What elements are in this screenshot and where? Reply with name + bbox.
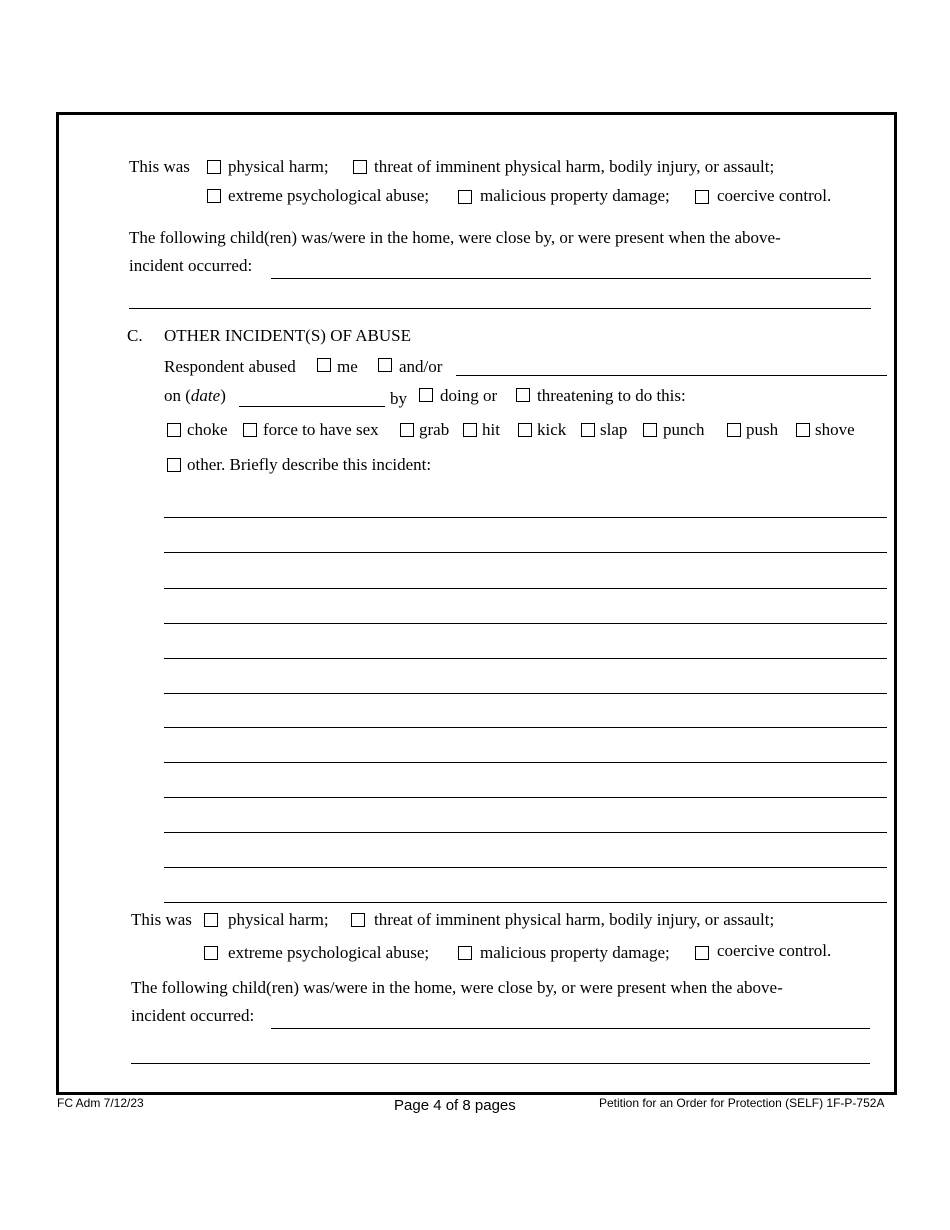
act-label-choke: choke [187,420,228,439]
doing-label: doing or [440,386,498,405]
physical-harm-checkbox[interactable] [207,160,221,174]
children-input-line[interactable] [271,278,871,279]
property-damage-checkbox-2[interactable] [458,946,472,960]
physical-harm-label: physical harm; [228,157,329,176]
children-input-line-3[interactable] [271,1028,870,1029]
me-label: me [337,357,358,376]
property-damage-checkbox[interactable] [458,190,472,204]
description-line[interactable] [164,658,887,659]
physical-harm-label-2: physical harm; [228,910,329,929]
threat-label: threat of imminent physical harm, bodily injury, or assault; [374,157,775,176]
children-text-line1-2: The following child(ren) was/were in the home, were close by, or were present when the above- [131,978,783,997]
this-was-label-2: This was [131,910,192,929]
other-label: other. Briefly describe this incident: [187,455,432,474]
and-or-checkbox[interactable] [378,358,392,372]
description-line[interactable] [164,623,887,624]
description-line[interactable] [164,797,887,798]
description-line[interactable] [164,902,887,903]
date-label: on (date) [164,386,226,405]
footer-page-number: Page 4 of 8 pages [394,1097,516,1114]
physical-harm-checkbox-2[interactable] [204,913,218,927]
coercive-control-label: coercive control. [717,186,832,205]
section-letter: C. [127,326,143,345]
description-line[interactable] [164,588,887,589]
threat-checkbox-2[interactable] [351,913,365,927]
other-checkbox[interactable] [167,458,181,472]
children-input-line-2[interactable] [129,308,871,309]
description-line[interactable] [164,517,887,518]
push-checkbox[interactable] [727,423,741,437]
footer-form-title: Petition for an Order for Protection (SELF) 1F-P-752A [599,1096,885,1110]
coercive-control-label-2: coercive control. [717,941,832,960]
act-label-push: push [746,420,779,439]
me-checkbox[interactable] [317,358,331,372]
psych-abuse-label-2: extreme psychological abuse; [228,943,430,962]
act-label-hit: hit [482,420,500,439]
children-text-line2-2: incident occurred: [131,1006,255,1025]
psych-abuse-label: extreme psychological abuse; [228,186,430,205]
act-label-kick: kick [537,420,567,439]
coercive-control-checkbox-2[interactable] [695,946,709,960]
respondent-abused-label: Respondent abused [164,357,296,376]
choke-checkbox[interactable] [167,423,181,437]
by-label: by [390,389,407,408]
coercive-control-checkbox[interactable] [695,190,709,204]
threatening-checkbox[interactable] [516,388,530,402]
force-sex-checkbox[interactable] [243,423,257,437]
children-input-line-4[interactable] [131,1063,870,1064]
grab-checkbox[interactable] [400,423,414,437]
property-damage-label-2: malicious property damage; [480,943,670,962]
description-line[interactable] [164,552,887,553]
act-label-shove: shove [815,420,855,439]
description-line[interactable] [164,762,887,763]
children-text-line1: The following child(ren) was/were in the home, were close by, or were present when the above- [129,228,781,247]
hit-checkbox[interactable] [463,423,477,437]
threat-label-2: threat of imminent physical harm, bodily injury, or assault; [374,910,775,929]
section-heading: OTHER INCIDENT(S) OF ABUSE [164,326,411,345]
this-was-label: This was [129,157,190,176]
punch-checkbox[interactable] [643,423,657,437]
description-line[interactable] [164,867,887,868]
threatening-label: threatening to do this: [537,386,686,405]
property-damage-label: malicious property damage; [480,186,670,205]
psych-abuse-checkbox-2[interactable] [204,946,218,960]
description-line[interactable] [164,727,887,728]
threat-checkbox[interactable] [353,160,367,174]
act-label-force: force to have sex [263,420,379,439]
act-label-punch: punch [663,420,705,439]
date-input-line[interactable] [239,406,385,407]
footer-form-code: FC Adm 7/12/23 [57,1096,144,1110]
slap-checkbox[interactable] [581,423,595,437]
description-line[interactable] [164,693,887,694]
and-or-label: and/or [399,357,443,376]
act-label-grab: grab [419,420,450,439]
abused-person-input-line[interactable] [456,375,887,376]
shove-checkbox[interactable] [796,423,810,437]
doing-checkbox[interactable] [419,388,433,402]
act-label-slap: slap [600,420,628,439]
kick-checkbox[interactable] [518,423,532,437]
psych-abuse-checkbox[interactable] [207,189,221,203]
children-text-line2: incident occurred: [129,256,253,275]
description-line[interactable] [164,832,887,833]
